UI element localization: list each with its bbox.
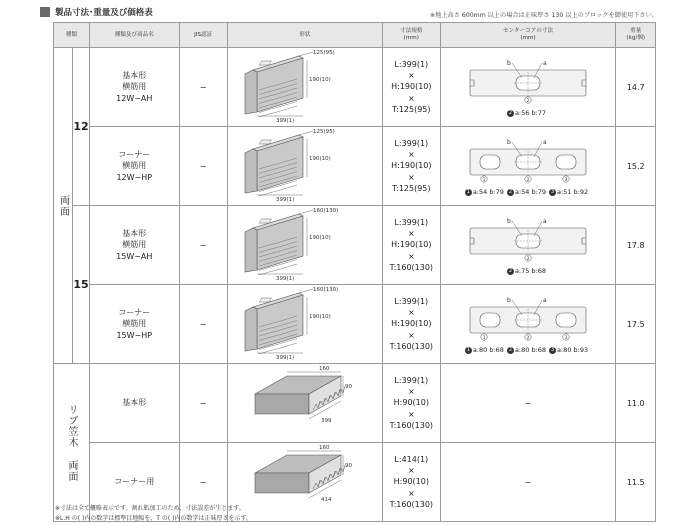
jis-value: −	[199, 477, 207, 487]
product-name-line: 横筋用	[122, 240, 147, 250]
dim-height: 190(10)	[308, 156, 331, 162]
core-caption	[441, 110, 616, 117]
dims-line: L:399(1)	[394, 376, 429, 386]
product-name-line: 15W−AH	[116, 251, 153, 261]
shape-diagram	[241, 443, 369, 519]
weight-value: 11.5	[626, 477, 645, 487]
dims-line: T:125(95)	[392, 183, 431, 193]
dims-line: ×	[407, 93, 415, 103]
core-cell	[440, 127, 616, 206]
core-label-b: b	[506, 296, 511, 304]
dims-line: H:190(10)	[391, 240, 432, 250]
dims-line: T:160(130)	[389, 499, 434, 509]
shape-cell	[227, 206, 383, 285]
core-drawing	[470, 297, 586, 341]
dims-line: ×	[407, 71, 415, 81]
weight-cell	[616, 285, 656, 364]
jis-cell	[179, 285, 227, 364]
core-caption	[441, 189, 616, 196]
core-label-a: a	[542, 138, 547, 146]
title-square-icon	[40, 7, 50, 17]
table-header-row	[54, 23, 656, 48]
product-name-line: コーナー用	[114, 477, 155, 487]
shape-cell	[227, 127, 383, 206]
shape-cell	[227, 285, 383, 364]
shape-diagram	[241, 48, 369, 124]
dims-line: ×	[407, 308, 415, 318]
core-diagram	[458, 58, 598, 108]
core-dimension-text: a:80 b:68	[514, 346, 547, 354]
product-name-line: 基本形	[122, 398, 147, 408]
core-cell	[440, 443, 616, 522]
product-name-line: 横筋用	[122, 82, 147, 92]
dims-line: H:190(10)	[391, 82, 432, 92]
core-dimension-text: a:80 b:68	[472, 346, 504, 354]
dim-height: 190(10)	[308, 77, 331, 83]
core-diagram	[458, 137, 598, 187]
dim-thickness: 160(130)	[312, 287, 339, 293]
product-name-line: 基本形	[122, 70, 147, 80]
dim-length: 399(1)	[275, 197, 295, 203]
dims-line: L:414(1)	[394, 455, 429, 465]
core-dimension-text: a:51 b:92	[557, 188, 589, 196]
core-marker-2: 2	[526, 98, 530, 104]
top-note: ※地上高さ 600mm 以上の場合は正味厚さ 130 以上のブロックを御使用下さい。	[429, 12, 658, 19]
core-drawing	[470, 139, 586, 183]
jis-cell	[179, 206, 227, 285]
dim-thickness: 125(95)	[312, 129, 335, 135]
shape-diagram	[241, 285, 369, 361]
dims-line: ×	[407, 172, 415, 182]
block-drawing	[245, 129, 335, 203]
dims-line: T:125(95)	[392, 104, 431, 114]
col-shape: 形状	[227, 23, 383, 48]
table-row	[54, 285, 656, 364]
core-marker-3: 3	[564, 177, 568, 183]
shape-cell	[227, 443, 383, 522]
product-name-cell	[89, 285, 179, 364]
dims-line: ×	[407, 466, 415, 476]
product-name-line: 12W−HP	[116, 172, 153, 182]
dim-length: 399(1)	[275, 355, 295, 361]
dims-line: ×	[407, 488, 415, 498]
jis-value: −	[199, 319, 207, 329]
col-dims: 寸法規格 (mm)	[383, 23, 440, 48]
weight-cell	[616, 206, 656, 285]
dims-cell	[383, 127, 440, 206]
dims-line: T:160(130)	[389, 341, 434, 351]
dim-length: 399(1)	[275, 276, 295, 282]
product-name-line: 横筋用	[122, 161, 147, 171]
core-number-badge: 2	[508, 346, 513, 353]
shape-diagram	[241, 206, 369, 282]
core-dimension-text: a:54 b:79	[472, 188, 504, 196]
dims-line: L:399(1)	[394, 60, 429, 70]
dim-height: 190(10)	[308, 235, 331, 241]
col-core: センターコアの寸法 (mm)	[440, 23, 616, 48]
core-marker-1: 1	[482, 177, 486, 183]
product-name-cell	[89, 364, 179, 443]
core-cell	[440, 206, 616, 285]
core-caption	[441, 347, 616, 354]
dims-line: T:160(130)	[389, 262, 434, 272]
core-marker-3: 3	[564, 335, 568, 341]
dims-line: H:90(10)	[393, 398, 429, 408]
core-number-badge: 3	[550, 346, 555, 353]
dim-thickness: 160(130)	[312, 208, 339, 214]
dims-line: L:399(1)	[394, 218, 429, 228]
core-number-badge: 2	[508, 109, 513, 116]
dim-length: 399(1)	[275, 118, 295, 124]
col-jis: JIS認証	[179, 23, 227, 48]
core-drawing	[470, 60, 586, 104]
col-name: 種類及び商品名	[89, 23, 179, 48]
jis-value: −	[199, 398, 207, 408]
weight-cell	[616, 364, 656, 443]
core-value: −	[524, 477, 532, 487]
jis-value: −	[199, 240, 207, 250]
jis-value: −	[199, 82, 207, 92]
core-label-b: b	[506, 138, 511, 146]
dims-line: H:190(10)	[391, 161, 432, 171]
group-size-15: 15	[73, 206, 90, 364]
core-marker-2: 2	[526, 256, 530, 262]
weight-cell	[616, 127, 656, 206]
dims-line: H:190(10)	[391, 319, 432, 329]
dim-thickness: 160	[318, 366, 330, 372]
core-label-b: b	[506, 217, 511, 225]
product-name-line: 15W−HP	[116, 330, 153, 340]
dims-line: ×	[407, 387, 415, 397]
core-number-badge: 3	[550, 188, 555, 195]
core-marker-2: 2	[526, 335, 530, 341]
core-marker-2: 2	[526, 177, 530, 183]
jis-cell	[179, 127, 227, 206]
dims-line: H:90(10)	[393, 477, 429, 487]
weight-cell	[616, 443, 656, 522]
footnote-2: ※L.H の( )内の数字は標準目地幅を、T の( )内の数字は正味厚さを示す。	[55, 515, 252, 522]
product-name-line: 横筋用	[122, 319, 147, 329]
table-row	[54, 48, 656, 127]
dims-line: L:399(1)	[394, 139, 429, 149]
dims-cell	[383, 48, 440, 127]
weight-value: 14.7	[626, 82, 645, 92]
dims-line: ×	[407, 251, 415, 261]
core-number-badge: 2	[508, 267, 513, 274]
core-diagram	[458, 216, 598, 266]
product-name-line: コーナー	[118, 149, 151, 159]
core-label-a: a	[542, 59, 547, 67]
dim-thickness: 160	[318, 445, 330, 451]
core-drawing	[470, 218, 586, 262]
dims-line: L:399(1)	[394, 297, 429, 307]
core-diagram	[458, 295, 598, 345]
weight-value: 11.0	[626, 398, 645, 408]
jis-cell	[179, 48, 227, 127]
weight-value: 17.8	[626, 240, 645, 250]
core-dimension-text: a:80 b:93	[557, 346, 589, 354]
dims-cell	[383, 443, 440, 522]
block-drawing	[245, 50, 335, 124]
core-label-b: b	[506, 59, 511, 67]
jis-value: −	[199, 161, 207, 171]
dims-line: T:160(130)	[389, 420, 434, 430]
weight-cell	[616, 48, 656, 127]
dim-height: 90	[344, 384, 352, 390]
dim-height: 190(10)	[308, 314, 331, 320]
core-cell	[440, 285, 616, 364]
shape-cell	[227, 48, 383, 127]
core-number-badge: 1	[466, 188, 470, 195]
core-dimension-text: a:56 b:77	[514, 109, 547, 117]
dims-cell	[383, 364, 440, 443]
dims-cell	[383, 285, 440, 364]
group-size-12: 12	[73, 48, 90, 206]
group-ryomen: 両面	[54, 48, 73, 364]
shape-cell	[227, 364, 383, 443]
group-rib: リブ笠木 両面	[54, 364, 90, 522]
col-weight: 重量 (kg/個)	[616, 23, 656, 48]
dim-length: 414	[320, 497, 332, 503]
dims-line: ×	[407, 330, 415, 340]
dims-line: ×	[407, 150, 415, 160]
product-name-line: コーナー	[118, 307, 151, 317]
core-label-a: a	[542, 217, 547, 225]
core-dimension-text: a:54 b:79	[514, 188, 547, 196]
product-name-cell	[89, 206, 179, 285]
core-dimension-text: a:75 b:68	[514, 267, 547, 275]
shape-diagram	[241, 127, 369, 203]
product-name-cell	[89, 127, 179, 206]
product-name-line: 基本形	[122, 228, 147, 238]
core-caption	[441, 268, 616, 275]
dims-line: ×	[407, 409, 415, 419]
col-type: 種類	[54, 23, 90, 48]
core-number-badge: 2	[508, 188, 513, 195]
table-row	[54, 364, 656, 443]
table-row	[54, 206, 656, 285]
shape-diagram	[241, 364, 369, 440]
block-drawing	[245, 287, 338, 361]
core-label-a: a	[542, 296, 547, 304]
dim-thickness: 125(95)	[312, 50, 335, 56]
core-number-badge: 1	[466, 346, 470, 353]
section-title	[40, 5, 153, 19]
weight-value: 15.2	[626, 161, 645, 171]
cap-drawing	[255, 366, 352, 424]
product-name-line: 12W−AH	[116, 93, 153, 103]
block-drawing	[245, 208, 338, 282]
weight-value: 17.5	[626, 319, 645, 329]
core-value: −	[524, 398, 532, 408]
dims-line: ×	[407, 229, 415, 239]
jis-cell	[179, 364, 227, 443]
table-row	[54, 127, 656, 206]
page-title: 製品寸法･重量及び価格表	[55, 8, 153, 18]
dim-height: 90	[344, 463, 352, 469]
dim-length: 399	[320, 418, 332, 424]
core-cell	[440, 364, 616, 443]
spec-table	[53, 22, 656, 522]
cap-drawing	[255, 445, 352, 503]
core-marker-1: 1	[482, 335, 486, 341]
product-name-cell	[89, 48, 179, 127]
dims-cell	[383, 206, 440, 285]
footnote-1: ※寸法は全て概略表示です。割れ肌加工のため、寸法誤差が生じます。	[55, 505, 245, 512]
core-cell	[440, 48, 616, 127]
